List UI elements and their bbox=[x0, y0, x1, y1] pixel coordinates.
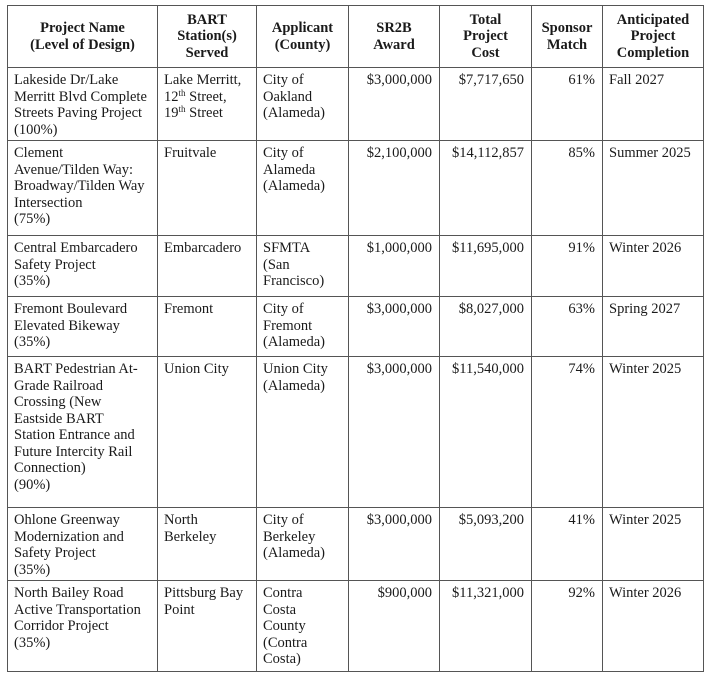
applicant-cell bbox=[257, 297, 349, 357]
header-line: (County) bbox=[274, 36, 331, 53]
applicant-cell-line: Fremont bbox=[263, 317, 313, 334]
station-line: Fruitvale bbox=[164, 145, 217, 161]
project-name-cell-line: Connection) bbox=[14, 460, 86, 476]
station-line: Lake Merritt, bbox=[164, 72, 242, 88]
completion-cell: Spring 2027 bbox=[603, 297, 704, 357]
project-name-cell-line: Grade Railroad bbox=[14, 377, 103, 394]
ordinal-suffix: th bbox=[178, 104, 186, 114]
applicant-cell-line: (Alameda) bbox=[263, 377, 325, 394]
stations-cell bbox=[158, 508, 257, 581]
project-name-cell-line: (35%) bbox=[14, 273, 51, 289]
applicant-cell-line: City of bbox=[263, 301, 304, 317]
table-row bbox=[8, 357, 704, 508]
project-name-cell bbox=[8, 141, 158, 236]
header-total-cost bbox=[440, 6, 532, 68]
award-cell: $3,000,000 bbox=[349, 297, 440, 357]
applicant-cell-line: Berkeley bbox=[263, 528, 316, 545]
stations-cell bbox=[158, 297, 257, 357]
project-name-cell-line: Active Transportation bbox=[14, 601, 141, 618]
header-sr2b-award bbox=[349, 6, 440, 68]
project-name-cell-line: Future Intercity Rail bbox=[14, 443, 133, 460]
applicant-cell bbox=[257, 508, 349, 581]
station-line: Fremont bbox=[164, 301, 214, 317]
applicant-cell bbox=[257, 357, 349, 508]
applicant-cell-line: Union City bbox=[263, 361, 328, 377]
award-cell: $900,000 bbox=[349, 581, 440, 672]
sponsor-match-cell: 92% bbox=[532, 581, 603, 672]
header-project-name bbox=[8, 6, 158, 68]
station-street: Street, bbox=[185, 88, 227, 105]
applicant-cell-line: Oakland bbox=[263, 88, 313, 105]
header-line: Sponsor bbox=[541, 20, 593, 36]
project-name-cell-line: Clement bbox=[14, 145, 64, 161]
header-line: Applicant bbox=[271, 20, 334, 36]
project-name-cell-line: Lakeside Dr/Lake bbox=[14, 72, 119, 88]
award-cell: $2,100,000 bbox=[349, 141, 440, 236]
header-line: Anticipated bbox=[616, 11, 690, 28]
header-line: Station(s) bbox=[177, 28, 237, 45]
project-name-cell-line: (35%) bbox=[14, 334, 51, 350]
award-cell: $3,000,000 bbox=[349, 357, 440, 508]
station-line: Embarcadero bbox=[164, 240, 242, 256]
project-name-cell-line: (35%) bbox=[14, 634, 51, 651]
stations-cell bbox=[158, 236, 257, 297]
project-name-cell-line: Merritt Blvd Complete bbox=[14, 88, 147, 105]
stations-cell bbox=[158, 581, 257, 672]
station-line: Union City bbox=[164, 361, 229, 377]
header-line: Total bbox=[469, 11, 502, 28]
project-name-cell-line: Corridor Project bbox=[14, 618, 109, 634]
completion-cell: Fall 2027 bbox=[603, 68, 704, 141]
project-name-cell-line: (75%) bbox=[14, 211, 51, 227]
applicant-cell-line: Costa) bbox=[263, 651, 301, 667]
station-line: Point bbox=[164, 601, 195, 618]
total-cost-cell: $5,093,200 bbox=[440, 508, 532, 581]
project-name-cell-line: (90%) bbox=[14, 476, 51, 493]
project-name-cell-line: Safety Project bbox=[14, 256, 96, 273]
header-line: Project bbox=[463, 28, 508, 45]
applicant-cell-line: City of bbox=[263, 512, 304, 528]
header-sponsor-match bbox=[532, 6, 603, 68]
total-cost-cell: $11,540,000 bbox=[440, 357, 532, 508]
sponsor-match-cell: 61% bbox=[532, 68, 603, 141]
applicant-cell-line: (San bbox=[263, 256, 290, 273]
sponsor-match-cell: 63% bbox=[532, 297, 603, 357]
header-line: Match bbox=[546, 36, 588, 53]
header-line: Award bbox=[373, 36, 415, 53]
project-name-cell bbox=[8, 581, 158, 672]
applicant-cell-line: (Contra bbox=[263, 634, 308, 651]
applicant-cell-line: (Alameda) bbox=[263, 334, 325, 350]
project-name-cell-line: North Bailey Road bbox=[14, 585, 124, 601]
stations-cell bbox=[158, 357, 257, 508]
header-line: BART bbox=[187, 11, 227, 28]
header-bart-stations bbox=[158, 6, 257, 68]
station-street: Street bbox=[185, 105, 223, 121]
applicant-cell bbox=[257, 68, 349, 141]
table-row bbox=[8, 68, 704, 141]
applicant-cell-line: City of bbox=[263, 145, 304, 161]
applicant-cell-line: (Alameda) bbox=[263, 105, 325, 121]
header-line: Served bbox=[185, 44, 229, 61]
stations-cell bbox=[158, 141, 257, 236]
table-row bbox=[8, 297, 704, 357]
project-name-cell-line: Ohlone Greenway bbox=[14, 512, 120, 528]
applicant-cell-line: (Alameda) bbox=[263, 545, 325, 561]
station-number: 19 bbox=[164, 105, 179, 121]
table-row bbox=[8, 141, 704, 236]
sponsor-match-cell: 91% bbox=[532, 236, 603, 297]
station-number: 12 bbox=[164, 88, 179, 105]
project-name-cell-line: (100%) bbox=[14, 121, 58, 138]
project-name-cell-line: Station Entrance and bbox=[14, 427, 135, 443]
project-name-cell-line: Safety Project bbox=[14, 545, 96, 561]
sponsor-match-cell: 85% bbox=[532, 141, 603, 236]
applicant-cell-line: Contra bbox=[263, 585, 303, 601]
total-cost-cell: $8,027,000 bbox=[440, 297, 532, 357]
total-cost-cell: $7,717,650 bbox=[440, 68, 532, 141]
applicant-cell-line: Costa bbox=[263, 601, 297, 618]
project-name-cell-line: Central Embarcadero bbox=[14, 240, 138, 256]
project-name-cell-line: Elevated Bikeway bbox=[14, 317, 120, 334]
applicant-cell-line: SFMTA bbox=[263, 240, 311, 256]
applicant-cell bbox=[257, 581, 349, 672]
header-line: SR2B bbox=[376, 20, 412, 36]
project-name-cell-line: Fremont Boulevard bbox=[14, 301, 128, 317]
applicant-cell-line: County bbox=[263, 618, 306, 634]
applicant-cell bbox=[257, 236, 349, 297]
completion-cell: Winter 2026 bbox=[603, 581, 704, 672]
station-line: Pittsburg Bay bbox=[164, 585, 244, 601]
station-line: Berkeley bbox=[164, 528, 217, 545]
completion-cell: Winter 2025 bbox=[603, 357, 704, 508]
project-name-cell bbox=[8, 236, 158, 297]
sponsor-match-cell: 74% bbox=[532, 357, 603, 508]
total-cost-cell: $11,695,000 bbox=[440, 236, 532, 297]
project-name-cell-line: (35%) bbox=[14, 561, 51, 578]
applicant-cell-line: Francisco) bbox=[263, 273, 325, 289]
table-row bbox=[8, 508, 704, 581]
header-line: Completion bbox=[616, 44, 690, 61]
project-name-cell bbox=[8, 297, 158, 357]
project-name-cell-line: Intersection bbox=[14, 194, 83, 211]
completion-cell: Winter 2025 bbox=[603, 508, 704, 581]
completion-cell: Winter 2026 bbox=[603, 236, 704, 297]
project-name-cell-line: Eastside BART bbox=[14, 410, 104, 427]
award-cell: $3,000,000 bbox=[349, 508, 440, 581]
project-name-cell bbox=[8, 68, 158, 141]
project-name-cell-line: Streets Paving Project bbox=[14, 105, 143, 121]
header-row bbox=[8, 6, 704, 68]
table-row bbox=[8, 581, 704, 672]
award-cell: $1,000,000 bbox=[349, 236, 440, 297]
header-completion bbox=[603, 6, 704, 68]
total-cost-cell: $14,112,857 bbox=[440, 141, 532, 236]
station-line bbox=[164, 89, 251, 106]
station-line bbox=[164, 105, 251, 122]
project-name-cell bbox=[8, 508, 158, 581]
header-applicant bbox=[257, 6, 349, 68]
completion-cell: Summer 2025 bbox=[603, 141, 704, 236]
project-name-cell-line: Avenue/Tilden Way: bbox=[14, 161, 133, 178]
header-line: Project bbox=[630, 28, 676, 45]
header-line: (Level of Design) bbox=[30, 36, 135, 53]
project-name-cell-line: Crossing (New bbox=[14, 394, 102, 410]
sponsor-match-cell: 41% bbox=[532, 508, 603, 581]
project-name-cell-line: BART Pedestrian At- bbox=[14, 361, 138, 377]
header-line: Project Name bbox=[40, 20, 125, 36]
project-name-cell bbox=[8, 357, 158, 508]
header-line: Cost bbox=[471, 44, 500, 61]
stations-cell bbox=[158, 68, 257, 141]
project-name-cell-line: Broadway/Tilden Way bbox=[14, 178, 145, 194]
station-line: North bbox=[164, 512, 198, 528]
applicant-cell-line: (Alameda) bbox=[263, 178, 325, 194]
applicant-cell-line: City of bbox=[263, 72, 304, 88]
applicant-cell bbox=[257, 141, 349, 236]
award-cell: $3,000,000 bbox=[349, 68, 440, 141]
ordinal-suffix: th bbox=[178, 87, 186, 98]
total-cost-cell: $11,321,000 bbox=[440, 581, 532, 672]
applicant-cell-line: Alameda bbox=[263, 161, 316, 178]
projects-table bbox=[7, 5, 704, 672]
table-row bbox=[8, 236, 704, 297]
project-name-cell-line: Modernization and bbox=[14, 528, 124, 545]
